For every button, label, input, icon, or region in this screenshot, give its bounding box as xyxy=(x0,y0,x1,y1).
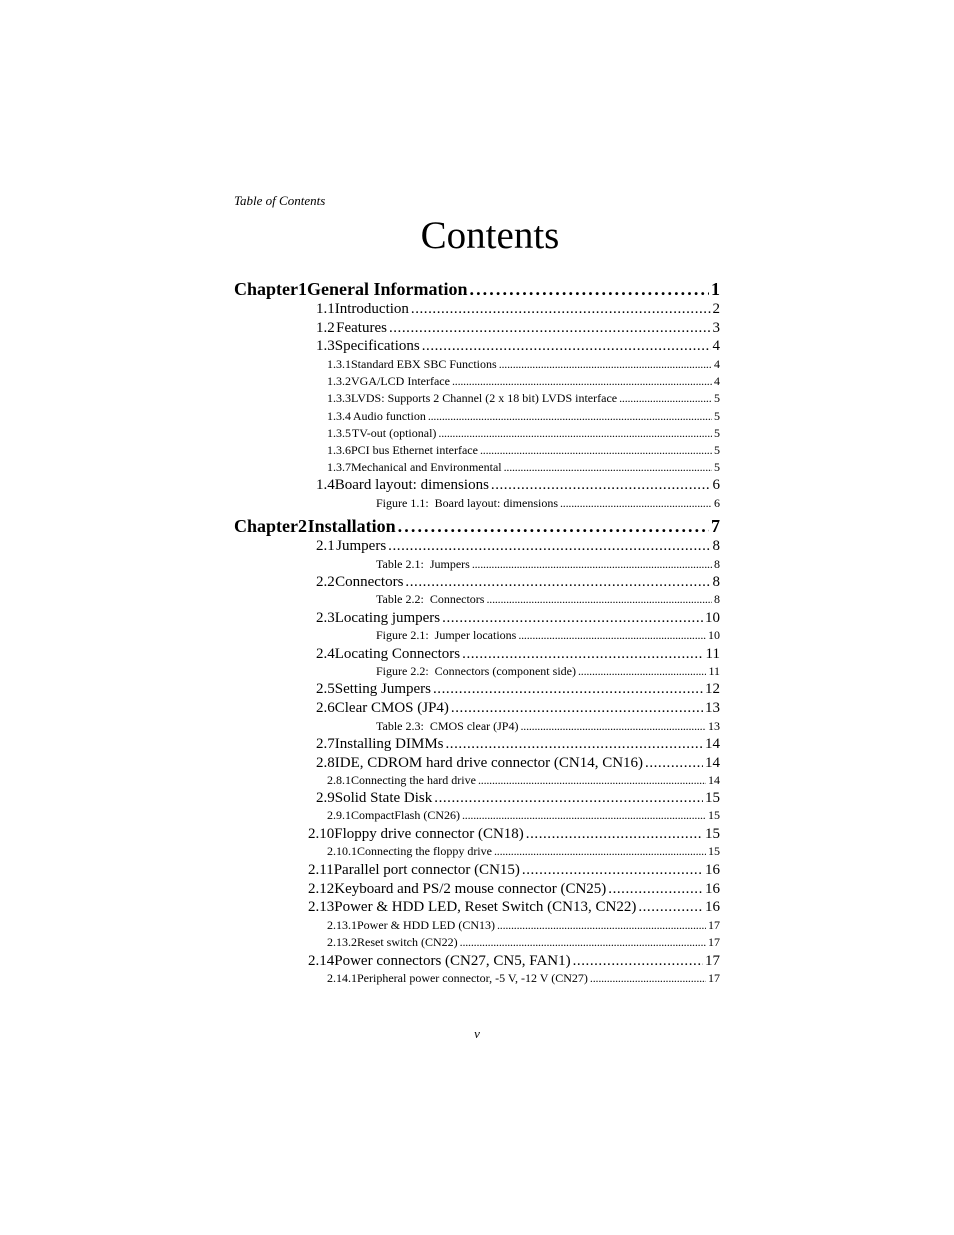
entry-title: Locating Connectors xyxy=(334,646,461,662)
toc-entry[interactable] xyxy=(316,681,720,698)
entry-number: 1.2 xyxy=(316,320,335,336)
entry-number: 2.6 xyxy=(316,700,335,716)
dot-leader xyxy=(480,443,712,458)
entry-title: Jumper locations xyxy=(434,628,517,642)
entry-number: 2.13.2 xyxy=(327,935,357,949)
dot-leader xyxy=(518,628,706,643)
entry-number: 2.12 xyxy=(308,881,335,897)
entry-number: 2.8.1 xyxy=(327,773,351,787)
toc-entry[interactable] xyxy=(376,664,720,679)
entry-title: Board layout: dimensions xyxy=(334,477,489,493)
toc-entry[interactable] xyxy=(308,826,720,843)
entry-title: Mechanical and Environmental xyxy=(351,460,502,474)
chapter-label: Chapter xyxy=(234,516,298,536)
toc-entry[interactable] xyxy=(327,971,720,986)
entry-title: CMOS clear (JP4) xyxy=(429,719,519,733)
entry-number: 1.3.3 xyxy=(327,391,351,405)
dot-leader xyxy=(472,557,712,572)
toc-entry[interactable] xyxy=(327,808,720,823)
toc-entry[interactable] xyxy=(327,443,720,458)
entry-number: Figure 1.1: xyxy=(376,496,429,510)
dot-leader xyxy=(494,844,706,859)
entry-number: 2.9.1 xyxy=(327,808,351,822)
dot-leader xyxy=(405,574,710,591)
entry-page: 17 xyxy=(708,918,720,932)
toc-entry[interactable] xyxy=(376,496,720,511)
dot-leader xyxy=(452,374,712,389)
entry-number: 2.10.1 xyxy=(327,844,357,858)
entry-page: 13 xyxy=(705,700,720,716)
toc-entry[interactable] xyxy=(327,773,720,788)
entry-number: 1.3.4 xyxy=(327,409,351,423)
entry-number: 1.3.1 xyxy=(327,357,351,371)
toc-entry[interactable] xyxy=(308,881,720,898)
entry-page: 8 xyxy=(712,538,720,554)
entry-number: 2.8 xyxy=(316,755,335,771)
entry-title: Standard EBX SBC Functions xyxy=(351,357,497,371)
toc-entry[interactable] xyxy=(316,736,720,753)
toc-entry[interactable] xyxy=(316,538,720,555)
entry-title: Audio function xyxy=(352,409,426,423)
toc-entry[interactable] xyxy=(327,391,720,406)
entry-page: 10 xyxy=(705,610,720,626)
dot-leader xyxy=(388,538,710,555)
dot-leader xyxy=(520,719,706,734)
dot-leader xyxy=(389,320,711,337)
entry-page: 14 xyxy=(705,755,720,771)
entry-title: Reset switch (CN22) xyxy=(357,935,458,949)
entry-title: PCI bus Ethernet interface xyxy=(351,443,478,457)
dot-leader xyxy=(497,918,706,933)
entry-page: 5 xyxy=(714,391,720,405)
entry-number: 1.3.5 xyxy=(327,426,351,440)
dot-leader xyxy=(499,357,712,372)
entry-page: 8 xyxy=(714,592,720,606)
entry-title: Installing DIMMs xyxy=(334,736,444,752)
dot-leader xyxy=(573,953,703,970)
entry-number: 2.14.1 xyxy=(327,971,357,985)
entry-title: IDE, CDROM hard drive connector (CN14, CN16) xyxy=(334,755,644,771)
dot-leader xyxy=(469,279,709,300)
entry-page: 3 xyxy=(712,320,720,336)
entry-title: Jumpers xyxy=(336,538,387,554)
entry-title: Connecting the hard drive xyxy=(351,773,476,787)
dot-leader xyxy=(619,391,712,406)
dot-leader xyxy=(398,516,709,537)
entry-number: 2.13.1 xyxy=(327,918,357,932)
entry-title: Clear CMOS (JP4) xyxy=(334,700,449,716)
toc-entry[interactable] xyxy=(376,719,720,734)
toc-entry[interactable] xyxy=(308,899,720,916)
toc-entry[interactable] xyxy=(376,592,720,607)
entry-number: 2 xyxy=(298,516,307,536)
entry-number: 1.3.7 xyxy=(327,460,351,474)
entry-page: 8 xyxy=(712,574,720,590)
toc-entry[interactable] xyxy=(316,700,720,717)
dot-leader xyxy=(462,646,703,663)
dot-leader xyxy=(645,755,703,772)
toc-entry[interactable] xyxy=(316,301,720,318)
entry-title: Connecting the floppy drive xyxy=(357,844,492,858)
toc-entry[interactable] xyxy=(376,628,720,643)
entry-number: 2.14 xyxy=(308,953,335,969)
toc-entry[interactable] xyxy=(327,357,720,372)
dot-leader xyxy=(522,862,703,879)
dot-leader xyxy=(411,301,711,318)
entry-title: Setting Jumpers xyxy=(334,681,431,697)
dot-leader xyxy=(462,808,706,823)
entry-page: 15 xyxy=(705,826,720,842)
entry-title: Board layout: dimensions xyxy=(434,496,558,510)
dot-leader xyxy=(486,592,712,607)
dot-leader xyxy=(438,426,712,441)
entry-title: Peripheral power connector, -5 V, -12 V (CN27) xyxy=(357,971,588,985)
toc-entry[interactable] xyxy=(316,646,720,663)
entry-page: 16 xyxy=(705,862,720,878)
entry-number: 2.11 xyxy=(308,862,334,878)
entry-page: 17 xyxy=(708,935,720,949)
toc-entry[interactable] xyxy=(327,918,720,933)
toc-entry[interactable] xyxy=(316,790,720,807)
entry-title: Parallel port connector (CN15) xyxy=(333,862,520,878)
dot-leader xyxy=(422,338,711,355)
entry-number: Table 2.1: xyxy=(376,557,424,571)
entry-number: 2.1 xyxy=(316,538,335,554)
toc-entry[interactable] xyxy=(316,477,720,494)
entry-page: 11 xyxy=(705,646,720,662)
entry-page: 2 xyxy=(712,301,720,317)
dot-leader xyxy=(433,681,703,698)
dot-leader xyxy=(442,610,703,627)
toc-entry[interactable] xyxy=(308,953,720,970)
entry-title: Features xyxy=(336,320,387,336)
entry-number: 2.10 xyxy=(308,826,335,842)
entry-title: Floppy drive connector (CN18) xyxy=(334,826,524,842)
toc-entry[interactable] xyxy=(308,862,720,879)
entry-title: Solid State Disk xyxy=(334,790,433,806)
toc-chapter-entry[interactable] xyxy=(234,516,720,537)
entry-page: 13 xyxy=(708,719,720,733)
entry-title: VGA/LCD Interface xyxy=(351,374,450,388)
toc-entry[interactable] xyxy=(316,338,720,355)
toc-entry[interactable] xyxy=(327,409,720,424)
entry-page: 5 xyxy=(714,460,720,474)
entry-page: 14 xyxy=(708,773,720,787)
entry-page: 12 xyxy=(705,681,720,697)
dot-leader xyxy=(504,460,712,475)
entry-page: 1 xyxy=(711,279,720,299)
entry-page: 17 xyxy=(708,971,720,985)
toc-entry[interactable] xyxy=(327,460,720,475)
entry-page: 10 xyxy=(708,628,720,642)
entry-page: 16 xyxy=(705,899,720,915)
dot-leader xyxy=(478,773,706,788)
dot-leader xyxy=(590,971,706,986)
entry-number: 2.5 xyxy=(316,681,335,697)
entry-number: 1.4 xyxy=(316,477,335,493)
page-number: v xyxy=(474,1026,480,1041)
entry-number: 2.13 xyxy=(308,899,335,915)
toc-entry[interactable] xyxy=(316,755,720,772)
entry-title: Keyboard and PS/2 mouse connector (CN25) xyxy=(334,881,607,897)
toc-entry[interactable] xyxy=(316,574,720,591)
entry-title: CompactFlash (CN26) xyxy=(351,808,460,822)
entry-title: Installation xyxy=(307,516,396,536)
toc-entry[interactable] xyxy=(327,374,720,389)
dot-leader xyxy=(578,664,706,679)
entry-number: 2.2 xyxy=(316,574,335,590)
entry-page: 15 xyxy=(708,844,720,858)
entry-title: Jumpers xyxy=(429,557,470,571)
toc-entry[interactable] xyxy=(316,610,720,627)
entry-number: Table 2.3: xyxy=(376,719,424,733)
entry-number: 1.3 xyxy=(316,338,335,354)
entry-number: 1.3.2 xyxy=(327,374,351,388)
entry-page: 11 xyxy=(708,664,720,678)
entry-title: Power & HDD LED, Reset Switch (CN13, CN22) xyxy=(334,899,637,915)
entry-title: TV-out (optional) xyxy=(351,426,437,440)
entry-page: 15 xyxy=(708,808,720,822)
entry-number: 1 xyxy=(298,279,307,299)
entry-page: 5 xyxy=(714,443,720,457)
dot-leader xyxy=(638,899,703,916)
entry-title: Connectors xyxy=(335,574,404,590)
entry-page: 4 xyxy=(712,338,720,354)
dot-leader xyxy=(428,409,712,424)
toc-chapter-entry[interactable] xyxy=(234,279,720,300)
dot-leader xyxy=(460,935,706,950)
entry-page: 15 xyxy=(705,790,720,806)
entry-page: 5 xyxy=(714,426,720,440)
chapter-label: Chapter xyxy=(234,279,298,299)
running-head: Table of Contents xyxy=(234,193,326,208)
dot-leader xyxy=(608,881,703,898)
toc-entry[interactable] xyxy=(316,320,720,337)
dot-leader xyxy=(491,477,711,494)
toc-entry[interactable] xyxy=(327,935,720,950)
entry-number: Table 2.2: xyxy=(376,592,424,606)
dot-leader xyxy=(526,826,703,843)
entry-page: 7 xyxy=(711,516,720,536)
entry-page: 17 xyxy=(705,953,720,969)
entry-title: Connectors xyxy=(429,592,485,606)
entry-title: LVDS: Supports 2 Channel (2 x 18 bit) LVDS interface xyxy=(351,391,618,405)
entry-title: Power connectors (CN27, CN5, FAN1) xyxy=(334,953,571,969)
entry-page: 4 xyxy=(714,374,720,388)
entry-number: Figure 2.1: xyxy=(376,628,429,642)
entry-title: Specifications xyxy=(334,338,420,354)
entry-number: 1.1 xyxy=(316,301,335,317)
toc-entry[interactable] xyxy=(327,844,720,859)
page-title: Contents xyxy=(420,214,560,257)
entry-title: Locating jumpers xyxy=(334,610,441,626)
dot-leader xyxy=(446,736,704,753)
dot-leader xyxy=(560,496,712,511)
entry-page: 14 xyxy=(705,736,720,752)
dot-leader xyxy=(434,790,703,807)
entry-title: Introduction xyxy=(334,301,409,317)
entry-number: Figure 2.2: xyxy=(376,664,429,678)
entry-number: 2.4 xyxy=(316,646,335,662)
entry-title: Power & HDD LED (CN13) xyxy=(357,918,495,932)
dot-leader xyxy=(451,700,703,717)
entry-number: 2.3 xyxy=(316,610,335,626)
entry-page: 8 xyxy=(714,557,720,571)
entry-page: 4 xyxy=(714,357,720,371)
entry-number: 2.7 xyxy=(316,736,335,752)
entry-page: 16 xyxy=(705,881,720,897)
toc-entry[interactable] xyxy=(376,557,720,572)
entry-page: 5 xyxy=(714,409,720,423)
entry-title: Connectors (component side) xyxy=(434,664,576,678)
entry-page: 6 xyxy=(714,496,720,510)
entry-number: 1.3.6 xyxy=(327,443,351,457)
entry-page: 6 xyxy=(712,477,720,493)
entry-title: General Information xyxy=(307,279,468,299)
toc-entry[interactable] xyxy=(327,426,720,441)
entry-number: 2.9 xyxy=(316,790,335,806)
